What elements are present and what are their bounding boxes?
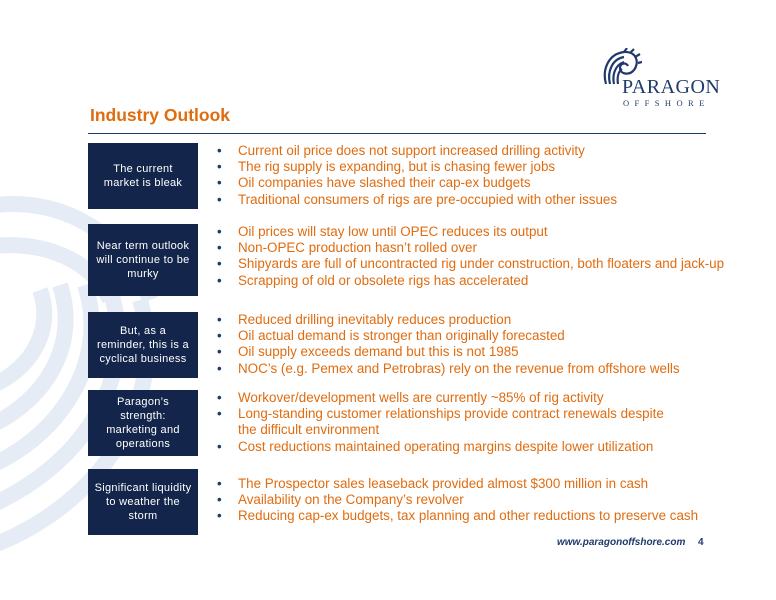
list-item: • Reduced drilling inevitably reduces production [217,312,512,327]
list-item: • Cost reductions maintained operating margins despite lower utilization [217,438,654,454]
list-item: • Traditional consumers of rigs are pre-occupied with other issues [217,191,618,207]
bullet-list [213,143,617,208]
paragon-logo [598,48,721,110]
list-item: • Availability on the Company’s revolver [217,492,464,508]
list-item: • Oil prices will stay low until OPEC reduces its output [217,224,548,239]
title-divider [88,133,706,134]
bullet-list [213,476,698,525]
list-item: • The rig supply is expanding, but is chasing fewer jobs [217,159,556,175]
list-item: • The Prospector sales leaseback provided almost $300 million in cash [217,476,649,491]
list-item: • Shipyards are full of uncontracted rig under construction, both floaters and jack-up [217,256,725,272]
bullet-list [213,312,680,377]
section-label: Near term outlook will continue to be murky [88,224,198,296]
bullet-list [213,390,664,455]
section-label: But, as a reminder, this is a cyclical business [88,312,198,378]
logo-subtitle: OFFSHORE [623,98,710,108]
list-item: • Workover/development wells are currently ~85% of rig activity [217,390,604,405]
list-item: • Current oil price does not support increased drilling activity [217,143,585,158]
page-title: Industry Outlook [90,105,230,125]
footer-url: www.paragonoffshore.com [557,537,686,548]
list-item: • Non-OPEC production hasn’t rolled over [217,240,477,256]
list-item: • Long-standing customer relationships provide contract renewals despite [217,406,664,422]
page-number: 4 [698,537,704,548]
section-label: Paragon’s strength: marketing and operations [88,390,198,456]
list-item-continuation: the difficult environment [238,422,380,438]
section-label: The current market is bleak [88,143,198,209]
list-item: • Oil actual demand is stronger than originally forecasted [217,328,565,344]
bullet-list [213,224,724,289]
list-item: • NOC’s (e.g. Pemex and Petrobras) rely on the revenue from offshore wells [217,360,680,376]
list-item: • Oil supply exceeds demand but this is not 1985 [217,344,519,360]
list-item: • Scrapping of old or obsolete rigs has accelerated [217,272,529,288]
list-item: • Oil companies have slashed their cap-ex budgets [217,175,531,191]
list-item: • Reducing cap-ex budgets, tax planning and other reductions to preserve cash [217,508,699,524]
logo-wordmark: PARAGON [622,76,721,98]
section-label: Significant liquidity to weather the storm [88,469,198,535]
